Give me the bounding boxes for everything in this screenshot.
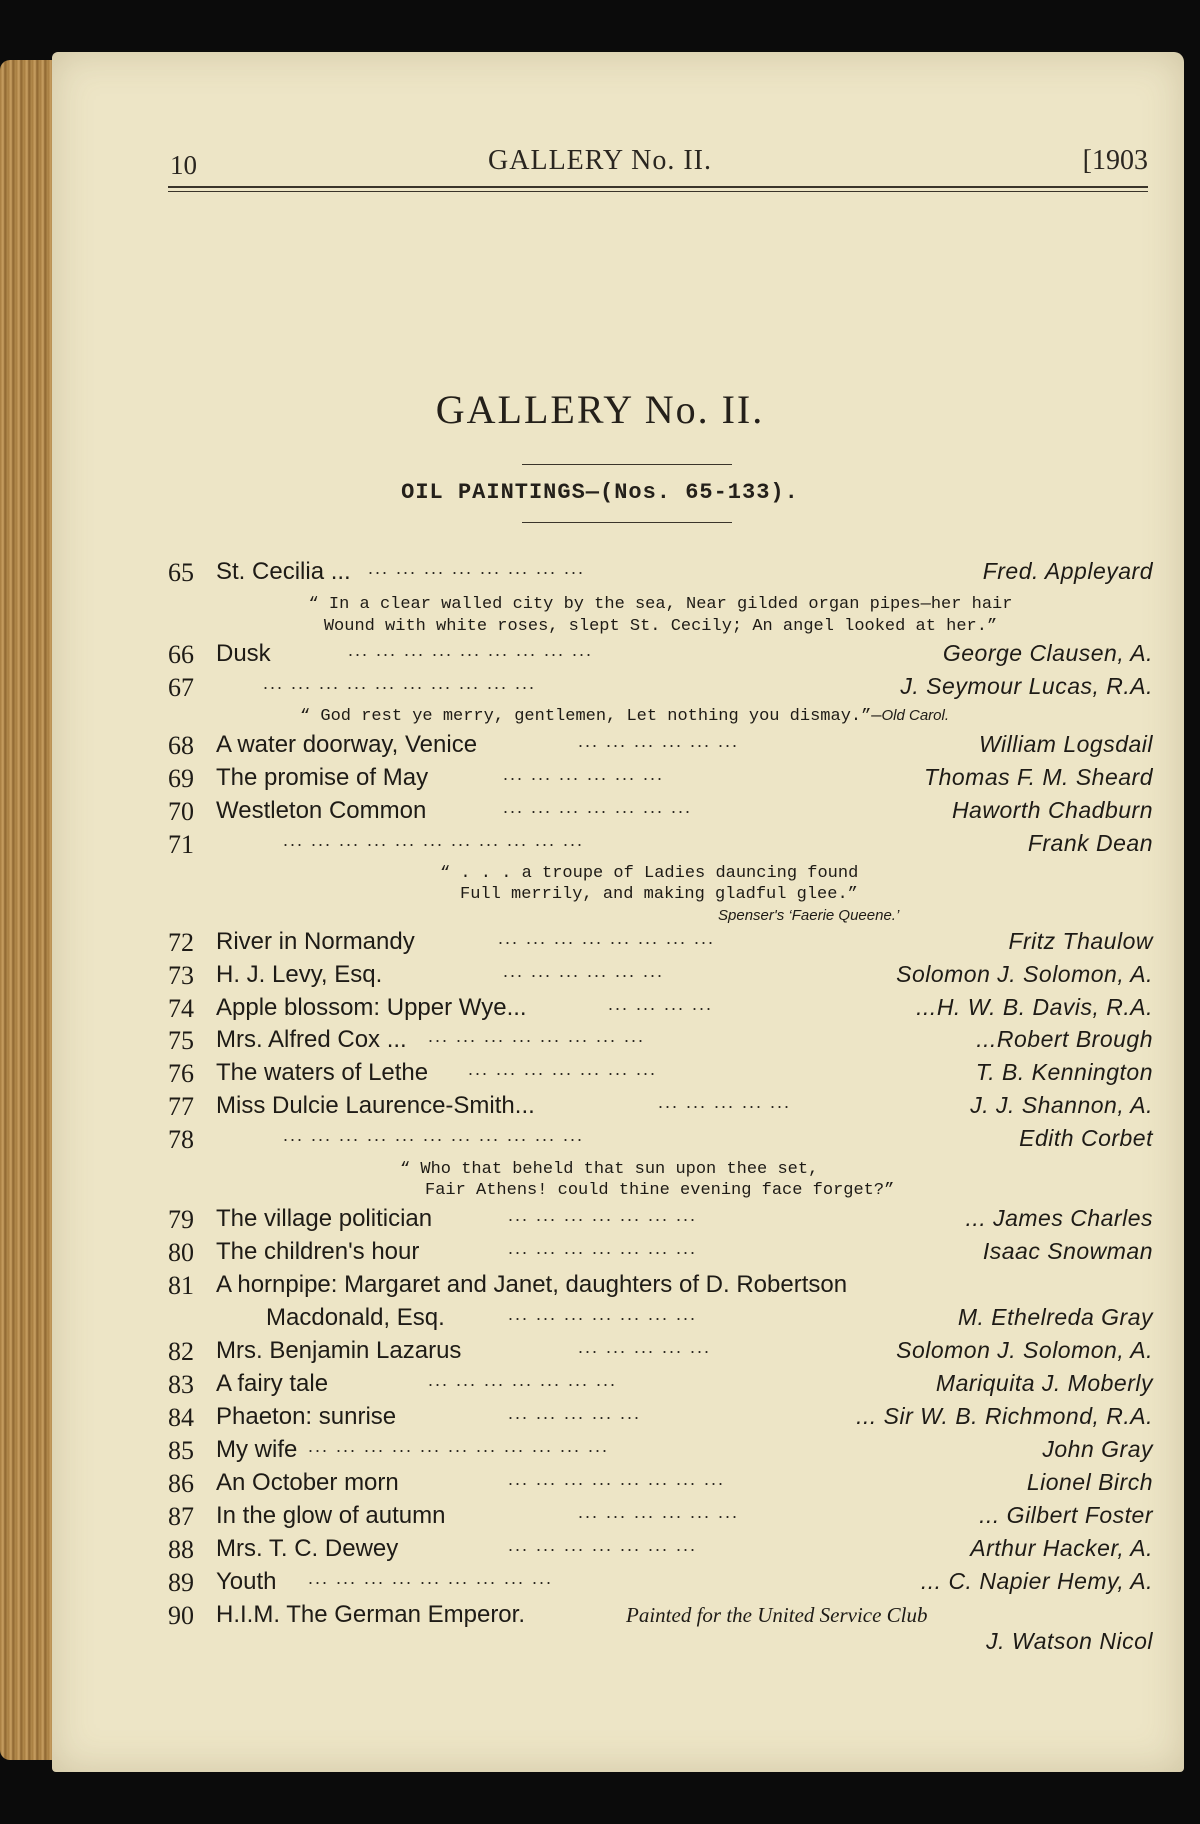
entry-number: 73 [168,961,194,990]
entry-artist: Solomon J. Solomon, A. [896,1337,1153,1363]
entry-number: 66 [168,640,194,669]
heading-rule [522,464,732,465]
entry-title: River in Normandy [216,928,415,955]
entry-title: In the glow of autumn [216,1502,446,1529]
entry-title: Apple blossom: Upper Wye... [216,994,527,1021]
entry-artist: ... James Charles [965,1205,1153,1231]
entry-row [168,1092,1153,1124]
entry-number: 72 [168,928,194,957]
header-rule [168,186,1148,192]
entry-number: 77 [168,1092,194,1121]
entry-row-continued [168,1628,1153,1660]
section-heading: OIL PAINTINGS—(Nos. 65-133). [401,480,799,505]
book-spine-edge [0,60,58,1760]
entry-row [168,1337,1153,1369]
quote-line [300,707,949,726]
entry-number: 74 [168,994,194,1023]
entry-row [168,1568,1153,1600]
section-rule [522,522,732,523]
entry-artist: Lionel Birch [1026,1469,1153,1495]
entry-number: 76 [168,1059,194,1088]
entry-row [168,558,1153,590]
entry-title: An October morn [216,1469,399,1496]
entry-artist: J. J. Shannon, A. [970,1092,1153,1118]
entry-row [168,640,1153,672]
entry-artist: Haworth Chadburn [951,797,1153,823]
entry-artist: ...Robert Brough [976,1026,1153,1052]
dot-leader: ... ... ... ... ... ... [503,961,665,981]
entry-number: 87 [168,1502,194,1531]
entry-title: Mrs. Alfred Cox ... [216,1026,407,1053]
entry-title: My wife [216,1436,298,1463]
entry-title: Dusk [216,640,271,667]
running-header-title: GALLERY No. II. [488,145,712,176]
entry-number: 85 [168,1436,194,1465]
quote-credit: Spenser's ‘Faerie Queene.’ [718,907,900,924]
dot-leader: ... ... ... ... ... ... ... [428,1370,618,1390]
dot-leader: ... ... ... ... ... ... ... [508,1238,698,1258]
painted-for-note: Painted for the United Service Club [626,1603,928,1627]
dot-leader: ... ... ... ... ... ... ... [503,797,693,817]
dot-leader: ... ... ... ... ... ... ... [508,1304,698,1324]
entry-title: Mrs. Benjamin Lazarus [216,1337,462,1364]
dot-leader: ... ... ... ... ... ... ... ... [508,1469,726,1489]
quote-line: “ Who that beheld that sun upon thee set, [400,1160,819,1179]
entry-number: 81 [168,1271,194,1300]
entry-artist: Arthur Hacker, A. [970,1535,1153,1561]
dot-leader: ... ... ... ... ... ... ... ... ... ... ... [308,1436,610,1456]
entry-row-continued [168,1304,1153,1336]
dot-leader: ... ... ... ... ... ... ... ... [368,558,586,578]
entry-title: Westleton Common [216,797,427,824]
entry-title: The waters of Lethe [216,1059,429,1086]
entry-number: 75 [168,1026,194,1055]
entry-number: 80 [168,1238,194,1267]
dot-leader: ... ... ... ... [608,994,714,1014]
dot-leader: ... ... ... ... ... ... [578,1502,740,1522]
entry-artist: William Logsdail [979,731,1153,757]
entry-number: 83 [168,1370,194,1399]
entry-title: H.I.M. The German Emperor. [216,1601,525,1628]
quote-line: Wound with white roses, slept St. Cecily; An angel looked at her.” [323,617,998,636]
entry-artist: Thomas F. M. Sheard [924,764,1153,790]
dot-leader: ... ... ... ... ... ... ... ... [428,1026,646,1046]
entry-artist: T. B. Kennington [975,1059,1153,1085]
entry-row [168,1026,1153,1058]
entry-title: St. Cecilia ... [216,558,351,585]
entry-title: Miss Dulcie Laurence-Smith... [216,1092,535,1119]
entry-title: Mrs. T. C. Dewey [216,1535,399,1562]
dot-leader: ... ... ... ... ... ... ... ... ... ... ... [283,830,585,850]
entry-number: 90 [168,1601,194,1630]
quote-line: Fair Athens! could thine evening face forget?” [425,1181,895,1200]
entry-artist: Solomon J. Solomon, A. [896,961,1153,987]
entry-row [168,1238,1153,1270]
entry-row [168,1403,1153,1435]
entry-row [168,1535,1153,1567]
dot-leader: ... ... ... ... ... ... [503,764,665,784]
entry-title: The village politician [216,1205,433,1232]
entry-row [168,994,1153,1026]
entry-title: Phaeton: sunrise [216,1403,397,1430]
dot-leader: ... ... ... ... ... ... ... ... ... ... [263,673,537,693]
entry-row [168,1370,1153,1402]
entry-number: 70 [168,797,194,826]
dot-leader: ... ... ... ... ... [508,1403,642,1423]
dot-leader: ... ... ... ... ... [578,1337,712,1357]
running-header-year: [1903 [1082,145,1148,176]
entry-row [168,1125,1153,1157]
entry-title: A fairy tale [216,1370,329,1397]
entry-artist: ... C. Napier Hemy, A. [920,1568,1153,1594]
entry-row [168,764,1153,796]
entry-row [168,1271,1153,1303]
dot-leader: ... ... ... ... ... ... ... [468,1059,658,1079]
entry-title: Youth [216,1568,277,1595]
entry-artist: John Gray [1042,1436,1153,1462]
quote-credit: Old Carol. [881,707,950,724]
entry-row [168,1059,1153,1091]
entry-title: The promise of May [216,764,429,791]
entry-title: A hornpipe: Margaret and Janet, daughters of D. Robertson [216,1271,848,1298]
entry-row [168,928,1153,960]
entry-title: Macdonald, Esq. [266,1304,445,1331]
entry-artist: J. Watson Nicol [986,1628,1153,1654]
quote-line: “ In a clear walled city by the sea, Near gilded organ pipes—her hair [308,595,1013,614]
dot-leader: ... ... ... ... ... ... ... ... ... ... ... [283,1125,585,1145]
entry-row [168,731,1153,763]
entry-row [168,961,1153,993]
entry-artist: Isaac Snowman [982,1238,1153,1264]
entry-number: 84 [168,1403,194,1432]
entry-row [168,1436,1153,1468]
dot-leader: ... ... ... ... ... ... ... [508,1205,698,1225]
dot-leader: ... ... ... ... ... [658,1092,792,1112]
entry-row [168,1502,1153,1534]
entry-artist: ... Sir W. B. Richmond, R.A. [856,1403,1153,1429]
entry-number: 65 [168,558,194,587]
entry-artist: George Clausen, A. [942,640,1153,666]
entry-row [168,797,1153,829]
entry-number: 67 [168,673,194,702]
gallery-heading: GALLERY No. II. [435,387,765,432]
entry-artist: ... Gilbert Foster [979,1502,1153,1528]
entry-artist: J. Seymour Lucas, R.A. [900,673,1153,699]
dot-leader: ... ... ... ... ... ... ... [508,1535,698,1555]
entry-artist: Edith Corbet [1019,1125,1153,1151]
quote-text: “ God rest ye merry, gentlemen, Let nothing you dismay.”— [300,707,882,726]
entry-number: 86 [168,1469,194,1498]
entry-title: H. J. Levy, Esq. [216,961,383,988]
page-number: 10 [170,150,197,180]
dot-leader: ... ... ... ... ... ... ... ... ... [348,640,594,660]
entry-title: The children's hour [216,1238,420,1265]
entry-artist: Fritz Thaulow [1008,928,1153,954]
entry-row [168,673,1153,705]
entry-artist: Mariquita J. Moberly [935,1370,1153,1396]
dot-leader: ... ... ... ... ... ... [578,731,740,751]
entry-number: 69 [168,764,194,793]
entry-title: A water doorway, Venice [216,731,478,758]
entry-row [168,830,1153,862]
entry-number: 71 [168,830,194,859]
entry-row [168,1205,1153,1237]
entry-row [168,1469,1153,1501]
entry-number: 78 [168,1125,194,1154]
entry-number: 88 [168,1535,194,1564]
entry-artist: ...H. W. B. Davis, R.A. [916,994,1153,1020]
entry-number: 89 [168,1568,194,1597]
quote-line: “ . . . a troupe of Ladies dauncing found [440,864,859,883]
entry-artist: M. Ethelreda Gray [957,1304,1153,1330]
quote-line: Full merrily, and making gladful glee.” [460,885,858,904]
entry-artist: Frank Dean [1027,830,1153,856]
entry-number: 79 [168,1205,194,1234]
entry-number: 82 [168,1337,194,1366]
entry-number: 68 [168,731,194,760]
dot-leader: ... ... ... ... ... ... ... ... ... [308,1568,554,1588]
dot-leader: ... ... ... ... ... ... ... ... [498,928,716,948]
entry-artist: Fred. Appleyard [982,558,1153,584]
